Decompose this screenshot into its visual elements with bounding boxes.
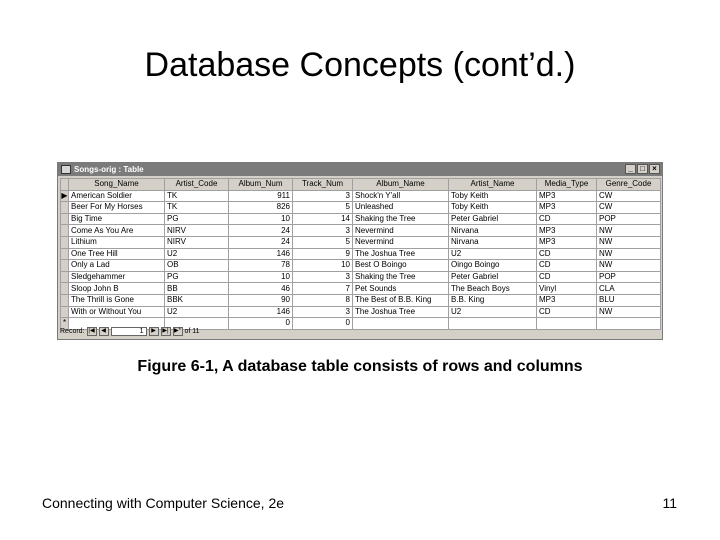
cell-album-num[interactable]: 24 — [229, 225, 293, 237]
cell-album-num[interactable]: 0 — [229, 318, 293, 330]
cell-album-name[interactable]: The Best of B.B. King — [353, 294, 449, 306]
cell-song-name[interactable]: Sloop John B — [69, 283, 165, 295]
new-record-icon[interactable]: * — [61, 318, 69, 330]
cell-artist-name[interactable]: B.B. King — [449, 294, 537, 306]
row-selector[interactable] — [61, 248, 69, 260]
cell-artist-code[interactable]: PG — [165, 271, 229, 283]
cell-album-name[interactable]: The Joshua Tree — [353, 306, 449, 318]
column-header[interactable]: Artist_Name — [449, 179, 537, 191]
cell-genre-code[interactable]: POP — [597, 213, 661, 225]
cell-song-name[interactable]: Lithium — [69, 236, 165, 248]
cell-genre-code[interactable]: NW — [597, 260, 661, 272]
cell-genre-code[interactable]: NW — [597, 306, 661, 318]
cell-genre-code[interactable] — [597, 318, 661, 330]
column-header[interactable]: Album_Name — [353, 179, 449, 191]
cell-song-name[interactable]: The Thrill is Gone — [69, 294, 165, 306]
table-row[interactable] — [61, 271, 661, 283]
cell-track-num[interactable]: 5 — [293, 202, 353, 214]
cell-track-num[interactable]: 7 — [293, 283, 353, 295]
record-number-input[interactable]: 1 — [111, 327, 147, 336]
cell-album-name[interactable]: Unleashed — [353, 202, 449, 214]
cell-track-num[interactable]: 0 — [293, 318, 353, 330]
cell-artist-code[interactable]: TK — [165, 202, 229, 214]
cell-media-type[interactable]: CD — [537, 260, 597, 272]
table-row[interactable] — [61, 190, 661, 202]
row-selector[interactable] — [61, 213, 69, 225]
cell-track-num[interactable]: 8 — [293, 294, 353, 306]
slide-title: Database Concepts (cont’d.) — [144, 46, 576, 84]
cell-artist-name[interactable]: U2 — [449, 306, 537, 318]
cell-artist-code[interactable]: BBK — [165, 294, 229, 306]
cell-song-name[interactable]: Sledgehammer — [69, 271, 165, 283]
window-title: Songs-orig : Table — [74, 165, 144, 174]
cell-artist-name[interactable]: Peter Gabriel — [449, 271, 537, 283]
column-header[interactable]: Album_Num — [229, 179, 293, 191]
cell-media-type[interactable]: MP3 — [537, 225, 597, 237]
row-selector[interactable] — [61, 283, 69, 295]
cell-media-type[interactable]: MP3 — [537, 202, 597, 214]
cell-album-num[interactable]: 826 — [229, 202, 293, 214]
cell-genre-code[interactable]: CW — [597, 190, 661, 202]
cell-artist-name[interactable]: Peter Gabriel — [449, 213, 537, 225]
cell-artist-name[interactable]: Nirvana — [449, 225, 537, 237]
row-selector[interactable] — [61, 260, 69, 272]
table-row[interactable] — [61, 213, 661, 225]
cell-artist-name[interactable]: Toby Keith — [449, 202, 537, 214]
cell-album-num[interactable]: 911 — [229, 190, 293, 202]
row-selector[interactable] — [61, 202, 69, 214]
row-selector[interactable] — [61, 271, 69, 283]
cell-song-name[interactable]: With or Without You — [69, 306, 165, 318]
cell-artist-name[interactable]: U2 — [449, 248, 537, 260]
header-row — [61, 179, 661, 191]
cell-genre-code[interactable]: CLA — [597, 283, 661, 295]
cell-track-num[interactable]: 3 — [293, 271, 353, 283]
cell-song-name[interactable]: Big Time — [69, 213, 165, 225]
cell-album-num[interactable]: 24 — [229, 236, 293, 248]
cell-album-num[interactable]: 90 — [229, 294, 293, 306]
cell-genre-code[interactable]: POP — [597, 271, 661, 283]
cell-media-type[interactable]: CD — [537, 271, 597, 283]
cell-artist-name[interactable]: The Beach Boys — [449, 283, 537, 295]
cell-artist-code[interactable]: U2 — [165, 306, 229, 318]
table-icon — [61, 165, 71, 174]
cell-album-num[interactable]: 146 — [229, 306, 293, 318]
cell-artist-name[interactable]: Nirvana — [449, 236, 537, 248]
cell-album-name[interactable]: Shaking the Tree — [353, 271, 449, 283]
cell-album-num[interactable]: 10 — [229, 271, 293, 283]
datasheet-grid — [60, 178, 661, 330]
cell-genre-code[interactable]: NW — [597, 248, 661, 260]
table-row[interactable] — [61, 225, 661, 237]
cell-song-name[interactable]: Beer For My Horses — [69, 202, 165, 214]
figure-caption: Figure 6-1, A database table consists of rows and columns — [137, 358, 583, 375]
cell-album-num[interactable]: 78 — [229, 260, 293, 272]
cell-genre-code[interactable]: BLU — [597, 294, 661, 306]
cell-album-num[interactable]: 146 — [229, 248, 293, 260]
record-total: of 11 — [184, 328, 200, 335]
cell-song-name[interactable]: Only a Lad — [69, 260, 165, 272]
table-row[interactable] — [61, 248, 661, 260]
cell-artist-code[interactable]: TK — [165, 190, 229, 202]
cell-media-type[interactable]: MP3 — [537, 190, 597, 202]
close-button[interactable]: × — [649, 164, 660, 174]
cell-song-name[interactable]: One Tree Hill — [69, 248, 165, 260]
cell-track-num[interactable]: 5 — [293, 236, 353, 248]
access-table-window — [57, 162, 663, 340]
cell-album-name[interactable]: Nevermind — [353, 225, 449, 237]
cell-album-name[interactable]: Best O Boingo — [353, 260, 449, 272]
cell-media-type[interactable]: CD — [537, 213, 597, 225]
cell-album-name[interactable]: Nevermind — [353, 236, 449, 248]
cell-artist-code[interactable]: BB — [165, 283, 229, 295]
cell-track-num[interactable]: 10 — [293, 260, 353, 272]
cell-track-num[interactable]: 14 — [293, 213, 353, 225]
cell-artist-name[interactable] — [449, 318, 537, 330]
cell-media-type[interactable]: MP3 — [537, 236, 597, 248]
table-row[interactable] — [61, 294, 661, 306]
cell-album-name[interactable] — [353, 318, 449, 330]
cell-genre-code[interactable]: NW — [597, 225, 661, 237]
previous-record-button[interactable]: ◀ — [99, 327, 109, 336]
cell-media-type[interactable] — [537, 318, 597, 330]
column-header[interactable]: Genre_Code — [597, 179, 661, 191]
cell-track-num[interactable]: 3 — [293, 190, 353, 202]
window-titlebar[interactable] — [58, 163, 662, 176]
cell-track-num[interactable]: 3 — [293, 306, 353, 318]
cell-track-num[interactable]: 9 — [293, 248, 353, 260]
cell-media-type[interactable]: Vinyl — [537, 283, 597, 295]
first-record-button[interactable]: |◀ — [88, 328, 95, 334]
record-navigation-bar — [60, 326, 200, 337]
cell-track-num[interactable]: 3 — [293, 225, 353, 237]
cell-genre-code[interactable]: NW — [597, 236, 661, 248]
page-number: 11 — [662, 495, 677, 511]
last-record-button[interactable]: ▶| — [162, 328, 169, 334]
new-record-button[interactable]: ▶* — [174, 328, 181, 334]
row-selector[interactable] — [61, 225, 69, 237]
select-all-corner[interactable] — [61, 179, 69, 191]
table-row[interactable] — [61, 260, 661, 272]
record-label: Record: — [60, 328, 85, 335]
cell-album-num[interactable]: 46 — [229, 283, 293, 295]
cell-artist-name[interactable]: Toby Keith — [449, 190, 537, 202]
minimize-button[interactable]: _ — [625, 164, 636, 174]
slide-footer: Connecting with Computer Science, 2e — [42, 495, 285, 511]
cell-song-name[interactable]: American Soldier — [69, 190, 165, 202]
cell-genre-code[interactable]: CW — [597, 202, 661, 214]
cell-artist-name[interactable]: Oingo Boingo — [449, 260, 537, 272]
cell-artist-code[interactable]: U2 — [165, 248, 229, 260]
row-selector[interactable] — [61, 306, 69, 318]
restore-button[interactable]: □ — [637, 164, 648, 174]
cell-album-name[interactable]: Shock'n Y'all — [353, 190, 449, 202]
cell-album-num[interactable]: 10 — [229, 213, 293, 225]
cell-artist-code[interactable]: NIRV — [165, 225, 229, 237]
column-header[interactable]: Media_Type — [537, 179, 597, 191]
column-header[interactable]: Song_Name — [69, 179, 165, 191]
cell-media-type[interactable]: CD — [537, 306, 597, 318]
cell-album-name[interactable]: The Joshua Tree — [353, 248, 449, 260]
table-row[interactable] — [61, 202, 661, 214]
cell-artist-code[interactable]: OB — [165, 260, 229, 272]
next-record-button[interactable]: ▶ — [149, 327, 159, 336]
cell-artist-code[interactable]: NIRV — [165, 236, 229, 248]
table-row[interactable] — [61, 306, 661, 318]
column-header[interactable]: Artist_Code — [165, 179, 229, 191]
row-selector[interactable] — [61, 236, 69, 248]
row-selector[interactable] — [61, 294, 69, 306]
cell-artist-code[interactable]: PG — [165, 213, 229, 225]
cell-song-name[interactable]: Come As You Are — [69, 225, 165, 237]
cell-media-type[interactable]: CD — [537, 248, 597, 260]
cell-album-name[interactable]: Pet Sounds — [353, 283, 449, 295]
cell-album-name[interactable]: Shaking the Tree — [353, 213, 449, 225]
current-record-icon[interactable]: ▶ — [61, 190, 68, 200]
cell-media-type[interactable]: MP3 — [537, 294, 597, 306]
column-header[interactable]: Track_Num — [293, 179, 353, 191]
table-row[interactable] — [61, 236, 661, 248]
table-row[interactable] — [61, 283, 661, 295]
